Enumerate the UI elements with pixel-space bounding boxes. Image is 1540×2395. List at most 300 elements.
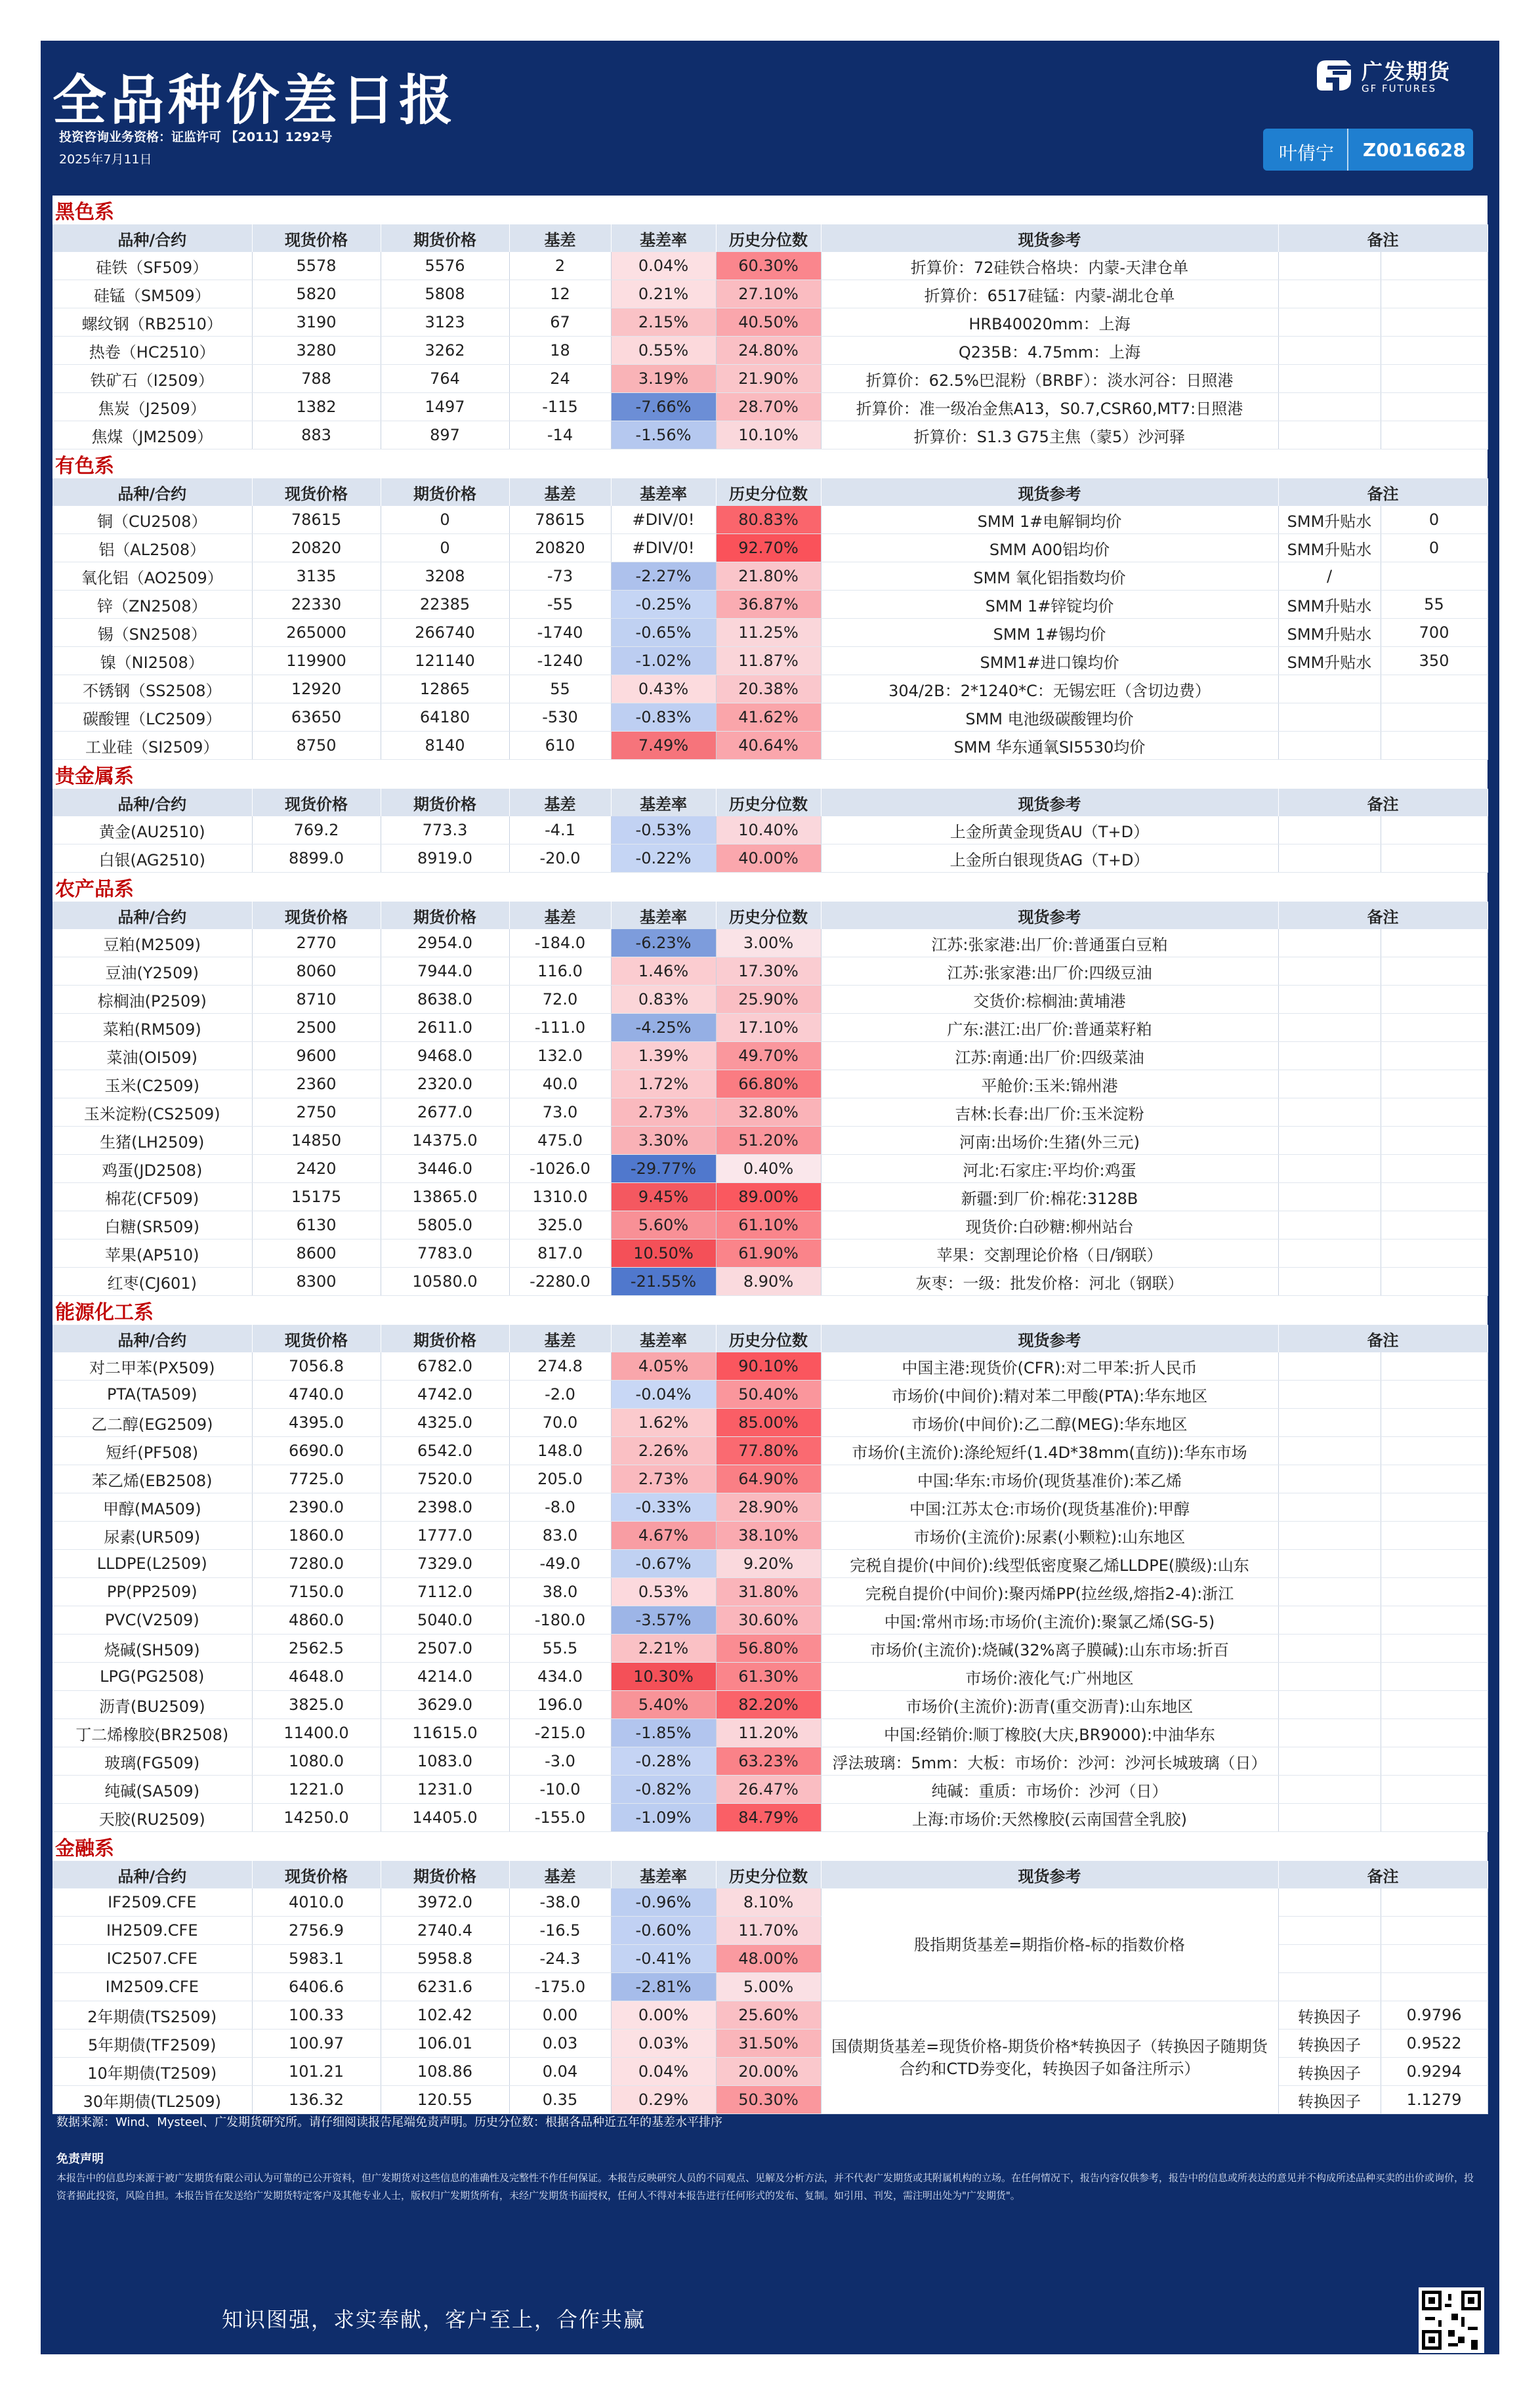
column-header: 期货价格 [381, 478, 509, 506]
qualification-text: 投资咨询业务资格：证监许可 【2011】1292号 [59, 130, 333, 144]
remark-value: 55 [1381, 591, 1488, 619]
futures-price: 3629.0 [381, 1691, 509, 1719]
spot-price: 119900 [252, 647, 381, 675]
spot-reference: 新疆:到厂价:棉花:3128B [821, 1183, 1278, 1211]
contract-name: 玻璃(FG509) [52, 1747, 252, 1776]
column-header: 基差 [509, 902, 611, 929]
basis-rate: -4.25% [611, 1014, 716, 1042]
contract-name: 锡（SN2508） [52, 619, 252, 647]
basis: 434.0 [509, 1663, 611, 1691]
remark-value [1381, 1578, 1488, 1606]
percentile: 17.10% [716, 1014, 821, 1042]
spot-price: 883 [252, 421, 381, 449]
remark-label [1278, 703, 1381, 732]
spot-price: 63650 [252, 703, 381, 732]
table-header-row [52, 789, 1488, 816]
spot-price: 9600 [252, 1042, 381, 1070]
spot-price: 8899.0 [252, 844, 381, 873]
table-row [52, 1211, 1488, 1239]
contract-name: 30年期债(TL2509) [52, 2086, 252, 2114]
remark-label [1278, 1155, 1381, 1183]
basis: 610 [509, 732, 611, 760]
basis-rate: 1.46% [611, 957, 716, 986]
percentile: 38.10% [716, 1522, 821, 1550]
table-row [52, 1183, 1488, 1211]
column-header: 品种/合约 [52, 478, 252, 506]
basis: -1740 [509, 619, 611, 647]
column-header: 品种/合约 [52, 1861, 252, 1888]
contract-name: IH2509.CFE [52, 1917, 252, 1945]
remark-label [1278, 675, 1381, 703]
table-row [52, 703, 1488, 732]
spot-reference: 折算价：62.5%巴混粉（BRBF）：淡水河谷：日照港 [821, 365, 1278, 393]
spot-reference: 市场价(中间价):精对苯二甲酸(PTA):华东地区 [821, 1381, 1278, 1409]
basis-rate: -6.23% [611, 929, 716, 957]
basis: 196.0 [509, 1691, 611, 1719]
futures-price: 2611.0 [381, 1014, 509, 1042]
remark-value: 0.9294 [1381, 2058, 1488, 2086]
contract-name: 玉米淀粉(CS2509) [52, 1098, 252, 1127]
futures-price: 1497 [381, 393, 509, 421]
remark-label [1278, 1211, 1381, 1239]
basis: -10.0 [509, 1776, 611, 1804]
remark-label [1278, 1493, 1381, 1522]
remark-value [1381, 1776, 1488, 1804]
percentile: 40.00% [716, 844, 821, 873]
remark-label [1278, 1183, 1381, 1211]
spot-price: 2562.5 [252, 1635, 381, 1663]
spot-reference: 平舱价:玉米:锦州港 [821, 1070, 1278, 1098]
remark-value [1381, 1042, 1488, 1070]
contract-name: 尿素(UR509) [52, 1522, 252, 1550]
basis: 78615 [509, 506, 611, 534]
section-title: 金融系 [52, 1832, 1488, 1862]
percentile: 20.00% [716, 2058, 821, 2086]
spot-price: 14850 [252, 1127, 381, 1155]
remark-label [1278, 1888, 1381, 1917]
table-row [52, 1070, 1488, 1098]
percentile: 24.80% [716, 337, 821, 365]
spot-reference: 上海:市场价:天然橡胶(云南国营全乳胶) [821, 1804, 1278, 1832]
remark-value [1381, 1127, 1488, 1155]
spot-reference: 中国:经销价:顺丁橡胶(大庆,BR9000):中油华东 [821, 1719, 1278, 1747]
remark-value [1381, 365, 1488, 393]
percentile: 89.00% [716, 1183, 821, 1211]
remark-value [1381, 1663, 1488, 1691]
contract-name: 豆粕(M2509) [52, 929, 252, 957]
contract-name: 乙二醇(EG2509) [52, 1409, 252, 1437]
remark-value [1381, 816, 1488, 844]
futures-price: 7944.0 [381, 957, 509, 986]
column-header: 期货价格 [381, 1861, 509, 1888]
table-row [52, 1578, 1488, 1606]
spot-price: 2750 [252, 1098, 381, 1127]
table-row [52, 2001, 1488, 2030]
spot-reference: 灰枣：一级：批发价格：河北（钢联） [821, 1268, 1278, 1296]
disclaimer-title: 免责声明 [56, 2152, 104, 2166]
basis: -1026.0 [509, 1155, 611, 1183]
basis-rate: -0.82% [611, 1776, 716, 1804]
futures-price: 5808 [381, 280, 509, 308]
column-header: 基差率 [611, 789, 716, 816]
spot-reference: Q235B：4.75mm：上海 [821, 337, 1278, 365]
spot-price: 22330 [252, 591, 381, 619]
spot-price: 2390.0 [252, 1493, 381, 1522]
spot-reference: 市场价:液化气:广州地区 [821, 1663, 1278, 1691]
futures-price: 2740.4 [381, 1917, 509, 1945]
contract-name: 甲醇(MA509) [52, 1493, 252, 1522]
basis-rate: -3.57% [611, 1606, 716, 1635]
basis: 2 [509, 252, 611, 280]
table-row [52, 675, 1488, 703]
basis-rate: 0.83% [611, 986, 716, 1014]
percentile: 28.90% [716, 1493, 821, 1522]
author-name: 叶倩宁 [1279, 142, 1335, 164]
table-header-row [52, 1325, 1488, 1352]
basis-rate: 0.53% [611, 1578, 716, 1606]
author-id: Z0016628 [1363, 139, 1466, 161]
percentile: 9.20% [716, 1550, 821, 1578]
basis: -3.0 [509, 1747, 611, 1776]
futures-price: 12865 [381, 675, 509, 703]
table-row [52, 1239, 1488, 1268]
qr-caption: 关注微信公众号 [1420, 2356, 1484, 2367]
column-header: 历史分位数 [716, 224, 821, 252]
table-header-row [52, 1861, 1488, 1888]
disclaimer-text: 本报告中的信息均来源于被广发期货有限公司认为可靠的已公开资料，但广发期货对这些信息的准确性及完整性不作任何保证。本报告反映研究人员的不同观点、见解及分析方法，并不代表广发期货或其附属机构的立场。在任何情况下，报告内容仅供参考，报告中的信息或所表达的意见并不构成所述品种买卖的出价或询价，投资者据此投资，风险自担。本报告旨在发送给广发期货特定客户及其他专业人士，版权归广发期货所有，未经广发期货书面授权，任何人不得对本报告进行任何形式的发布、复制。如引用、刊发，需注明出处为"广发期货"。 [56, 2172, 1474, 2201]
spot-reference: 苹果：交割理论价格（日/钢联） [821, 1239, 1278, 1268]
percentile: 26.47% [716, 1776, 821, 1804]
table-row [52, 732, 1488, 760]
remark-value [1381, 280, 1488, 308]
remark-label [1278, 957, 1381, 986]
bond-basis-formula: 国债期货基差=现货价格-期货价格*转换因子（转换因子随期货合约和CTD券变化，转换因子如备注所示） [821, 2001, 1278, 2114]
contract-name: LPG(PG2508) [52, 1663, 252, 1691]
spot-price: 4860.0 [252, 1606, 381, 1635]
spot-price: 12920 [252, 675, 381, 703]
spot-reference: 上金所白银现货AG（T+D） [821, 844, 1278, 873]
remark-value: 700 [1381, 619, 1488, 647]
remark-label [1278, 986, 1381, 1014]
remark-value [1381, 1522, 1488, 1550]
basis: -20.0 [509, 844, 611, 873]
spot-reference: 市场价(主流价):烧碱(32%离子膜碱):山东市场:折百 [821, 1635, 1278, 1663]
remark-value: 0 [1381, 534, 1488, 562]
remark-label: SMM升贴水 [1278, 534, 1381, 562]
contract-name: 螺纹钢（RB2510） [52, 308, 252, 337]
basis-rate: 0.43% [611, 675, 716, 703]
futures-price: 1777.0 [381, 1522, 509, 1550]
futures-price: 1083.0 [381, 1747, 509, 1776]
basis-rate: -1.09% [611, 1804, 716, 1832]
data-table-area [52, 196, 1488, 2114]
remark-value [1381, 1888, 1488, 1917]
futures-price: 2507.0 [381, 1635, 509, 1663]
remark-label: 转换因子 [1278, 2086, 1381, 2114]
report-date: 2025年7月11日 [59, 152, 152, 167]
basis-rate: 2.15% [611, 308, 716, 337]
basis-rate: 3.30% [611, 1127, 716, 1155]
percentile: 31.80% [716, 1578, 821, 1606]
contract-name: 玉米(C2509) [52, 1070, 252, 1098]
remark-value [1381, 1183, 1488, 1211]
percentile: 40.64% [716, 732, 821, 760]
futures-price: 7112.0 [381, 1578, 509, 1606]
spot-reference: SMM 1#锡均价 [821, 619, 1278, 647]
futures-price: 106.01 [381, 2030, 509, 2058]
spot-price: 4740.0 [252, 1381, 381, 1409]
remark-value [1381, 1268, 1488, 1296]
spot-price: 6130 [252, 1211, 381, 1239]
qr-code-icon [1419, 2287, 1484, 2353]
percentile: 61.10% [716, 1211, 821, 1239]
basis-rate: -0.41% [611, 1945, 716, 1973]
remark-value [1381, 393, 1488, 421]
page-title: 全品种价差日报 [52, 70, 457, 132]
basis: 475.0 [509, 1127, 611, 1155]
basis: 67 [509, 308, 611, 337]
basis-rate: 5.40% [611, 1691, 716, 1719]
futures-price: 8140 [381, 732, 509, 760]
logo-text-cn: 广发期货 [1362, 59, 1451, 84]
spot-price: 7280.0 [252, 1550, 381, 1578]
basis-rate: -29.77% [611, 1155, 716, 1183]
column-header: 基差 [509, 224, 611, 252]
futures-price: 3972.0 [381, 1888, 509, 1917]
remark-label [1278, 421, 1381, 449]
table-row [52, 308, 1488, 337]
percentile: 28.70% [716, 393, 821, 421]
contract-name: 生猪(LH2509) [52, 1127, 252, 1155]
basis-rate: -0.65% [611, 619, 716, 647]
basis-rate: 4.67% [611, 1522, 716, 1550]
percentile: 30.60% [716, 1606, 821, 1635]
remark-value: 350 [1381, 647, 1488, 675]
futures-price: 4742.0 [381, 1381, 509, 1409]
futures-price: 7783.0 [381, 1239, 509, 1268]
spot-price: 3280 [252, 337, 381, 365]
remark-value [1381, 252, 1488, 280]
spot-price: 4648.0 [252, 1663, 381, 1691]
spot-price: 769.2 [252, 816, 381, 844]
spot-price: 1860.0 [252, 1522, 381, 1550]
futures-price: 5040.0 [381, 1606, 509, 1635]
spot-price: 2756.9 [252, 1917, 381, 1945]
remark-value [1381, 308, 1488, 337]
percentile: 66.80% [716, 1070, 821, 1098]
table-row [52, 1098, 1488, 1127]
futures-price: 10580.0 [381, 1268, 509, 1296]
spot-price: 4395.0 [252, 1409, 381, 1437]
spot-price: 3135 [252, 562, 381, 591]
table-row [52, 957, 1488, 986]
table-header-row [52, 902, 1488, 929]
futures-price: 2677.0 [381, 1098, 509, 1127]
futures-price: 8919.0 [381, 844, 509, 873]
basis: -115 [509, 393, 611, 421]
remark-value [1381, 1465, 1488, 1493]
contract-name: 短纤(PF508) [52, 1437, 252, 1465]
basis-rate: 0.55% [611, 337, 716, 365]
column-header: 基差率 [611, 1861, 716, 1888]
spot-price: 8600 [252, 1239, 381, 1268]
percentile: 50.30% [716, 2086, 821, 2114]
index-basis-formula: 股指期货基差=期指价格-标的指数价格 [821, 1888, 1278, 2001]
contract-name: 热卷（HC2510） [52, 337, 252, 365]
percentile: 10.40% [716, 816, 821, 844]
percentile: 10.10% [716, 421, 821, 449]
basis-rate: -1.02% [611, 647, 716, 675]
futures-price: 3262 [381, 337, 509, 365]
spot-reference: 河北:石家庄:平均价:鸡蛋 [821, 1155, 1278, 1183]
contract-name: 焦煤（JM2509） [52, 421, 252, 449]
contract-name: 鸡蛋(JD2508) [52, 1155, 252, 1183]
spot-price: 20820 [252, 534, 381, 562]
remark-label [1278, 1522, 1381, 1550]
remark-value [1381, 1747, 1488, 1776]
percentile: 82.20% [716, 1691, 821, 1719]
spot-reference: 江苏:南通:出厂价:四级菜油 [821, 1042, 1278, 1070]
remark-label [1278, 1465, 1381, 1493]
percentile: 84.79% [716, 1804, 821, 1832]
column-header: 基差率 [611, 224, 716, 252]
spot-price: 2770 [252, 929, 381, 957]
contract-name: 天胶(RU2509) [52, 1804, 252, 1832]
spot-reference: 市场价(中间价):乙二醇(MEG):华东地区 [821, 1409, 1278, 1437]
basis-rate: #DIV/0! [611, 534, 716, 562]
table-row [52, 1719, 1488, 1747]
section-title: 农产品系 [52, 873, 1488, 902]
section-title-row [52, 760, 1488, 789]
spot-reference: SMM 华东通氧SI5530均价 [821, 732, 1278, 760]
contract-name: 硅铁（SF509） [52, 252, 252, 280]
column-header: 期货价格 [381, 1325, 509, 1352]
remark-value [1381, 1098, 1488, 1127]
basis-rate: 1.39% [611, 1042, 716, 1070]
spot-reference: 完税自提价(中间价):聚丙烯PP(拉丝级,熔指2-4):浙江 [821, 1578, 1278, 1606]
remark-label [1278, 1098, 1381, 1127]
percentile: 61.30% [716, 1663, 821, 1691]
basis-rate: 0.21% [611, 280, 716, 308]
spot-reference: SMM 电池级碳酸锂均价 [821, 703, 1278, 732]
table-row [52, 1409, 1488, 1437]
contract-name: 10年期债(T2509) [52, 2058, 252, 2086]
table-row [52, 280, 1488, 308]
column-header: 现货价格 [252, 789, 381, 816]
remark-value [1381, 1550, 1488, 1578]
basis: -55 [509, 591, 611, 619]
basis-rate: -2.81% [611, 1973, 716, 2001]
contract-name: 苯乙烯(EB2508) [52, 1465, 252, 1493]
basis: -73 [509, 562, 611, 591]
remark-label [1278, 365, 1381, 393]
spot-reference: 上金所黄金现货AU（T+D） [821, 816, 1278, 844]
basis-rate: 0.04% [611, 252, 716, 280]
futures-price: 2398.0 [381, 1493, 509, 1522]
column-header: 现货参考 [821, 789, 1278, 816]
futures-price: 2954.0 [381, 929, 509, 957]
column-header: 品种/合约 [52, 902, 252, 929]
basis: 12 [509, 280, 611, 308]
futures-price: 9468.0 [381, 1042, 509, 1070]
basis-rate: -2.27% [611, 562, 716, 591]
spot-reference: 浮法玻璃：5mm：大板：市场价：沙河：沙河长城玻璃（日） [821, 1747, 1278, 1776]
basis: 205.0 [509, 1465, 611, 1493]
column-header: 基差 [509, 1325, 611, 1352]
basis: -2.0 [509, 1381, 611, 1409]
contract-name: 工业硅（SI2509） [52, 732, 252, 760]
table-row [52, 1747, 1488, 1776]
remark-label: SMM升贴水 [1278, 591, 1381, 619]
wechat-qr-code [1419, 2287, 1484, 2353]
remark-value [1381, 844, 1488, 873]
contract-name: 对二甲苯(PX509) [52, 1352, 252, 1381]
percentile: 63.23% [716, 1747, 821, 1776]
remark-value [1381, 1437, 1488, 1465]
spot-reference: SMM 氧化铝指数均价 [821, 562, 1278, 591]
spot-price: 6406.6 [252, 1973, 381, 2001]
percentile: 25.60% [716, 2001, 821, 2030]
percentile: 51.20% [716, 1127, 821, 1155]
table-row [52, 1776, 1488, 1804]
table-row [52, 1804, 1488, 1832]
remark-label [1278, 393, 1381, 421]
basis-rate: 4.05% [611, 1352, 716, 1381]
column-header: 现货价格 [252, 478, 381, 506]
futures-price: 7520.0 [381, 1465, 509, 1493]
basis: -38.0 [509, 1888, 611, 1917]
table-row [52, 647, 1488, 675]
remark-value [1381, 1804, 1488, 1832]
futures-price: 5805.0 [381, 1211, 509, 1239]
contract-name: PTA(TA509) [52, 1381, 252, 1409]
basis-rate: 5.60% [611, 1211, 716, 1239]
remark-label: SMM升贴水 [1278, 647, 1381, 675]
basis: 0.35 [509, 2086, 611, 2114]
section-title-row [52, 873, 1488, 902]
percentile: 92.70% [716, 534, 821, 562]
percentile: 27.10% [716, 280, 821, 308]
remark-value [1381, 337, 1488, 365]
remark-value [1381, 929, 1488, 957]
table-row [52, 1663, 1488, 1691]
basis: -175.0 [509, 1973, 611, 2001]
basis-rate: 0.00% [611, 2001, 716, 2030]
remark-label [1278, 252, 1381, 280]
percentile: 20.38% [716, 675, 821, 703]
remark-value [1381, 1381, 1488, 1409]
spot-price: 7725.0 [252, 1465, 381, 1493]
column-header: 品种/合约 [52, 789, 252, 816]
author-divider [1347, 129, 1348, 171]
percentile: 8.10% [716, 1888, 821, 1917]
basis: -530 [509, 703, 611, 732]
remark-label [1278, 1381, 1381, 1409]
basis-rate: -0.22% [611, 844, 716, 873]
futures-price: 773.3 [381, 816, 509, 844]
spot-price: 11400.0 [252, 1719, 381, 1747]
basis-rate: 0.03% [611, 2030, 716, 2058]
contract-name: 菜粕(RM509) [52, 1014, 252, 1042]
basis-rate: 10.30% [611, 1663, 716, 1691]
basis-rate: -0.04% [611, 1381, 716, 1409]
futures-price: 2320.0 [381, 1070, 509, 1098]
spot-price: 8750 [252, 732, 381, 760]
spot-reference: 广东:湛江:出厂价:普通菜籽粕 [821, 1014, 1278, 1042]
spot-price: 2420 [252, 1155, 381, 1183]
contract-name: 白银(AG2510) [52, 844, 252, 873]
futures-price: 108.86 [381, 2058, 509, 2086]
